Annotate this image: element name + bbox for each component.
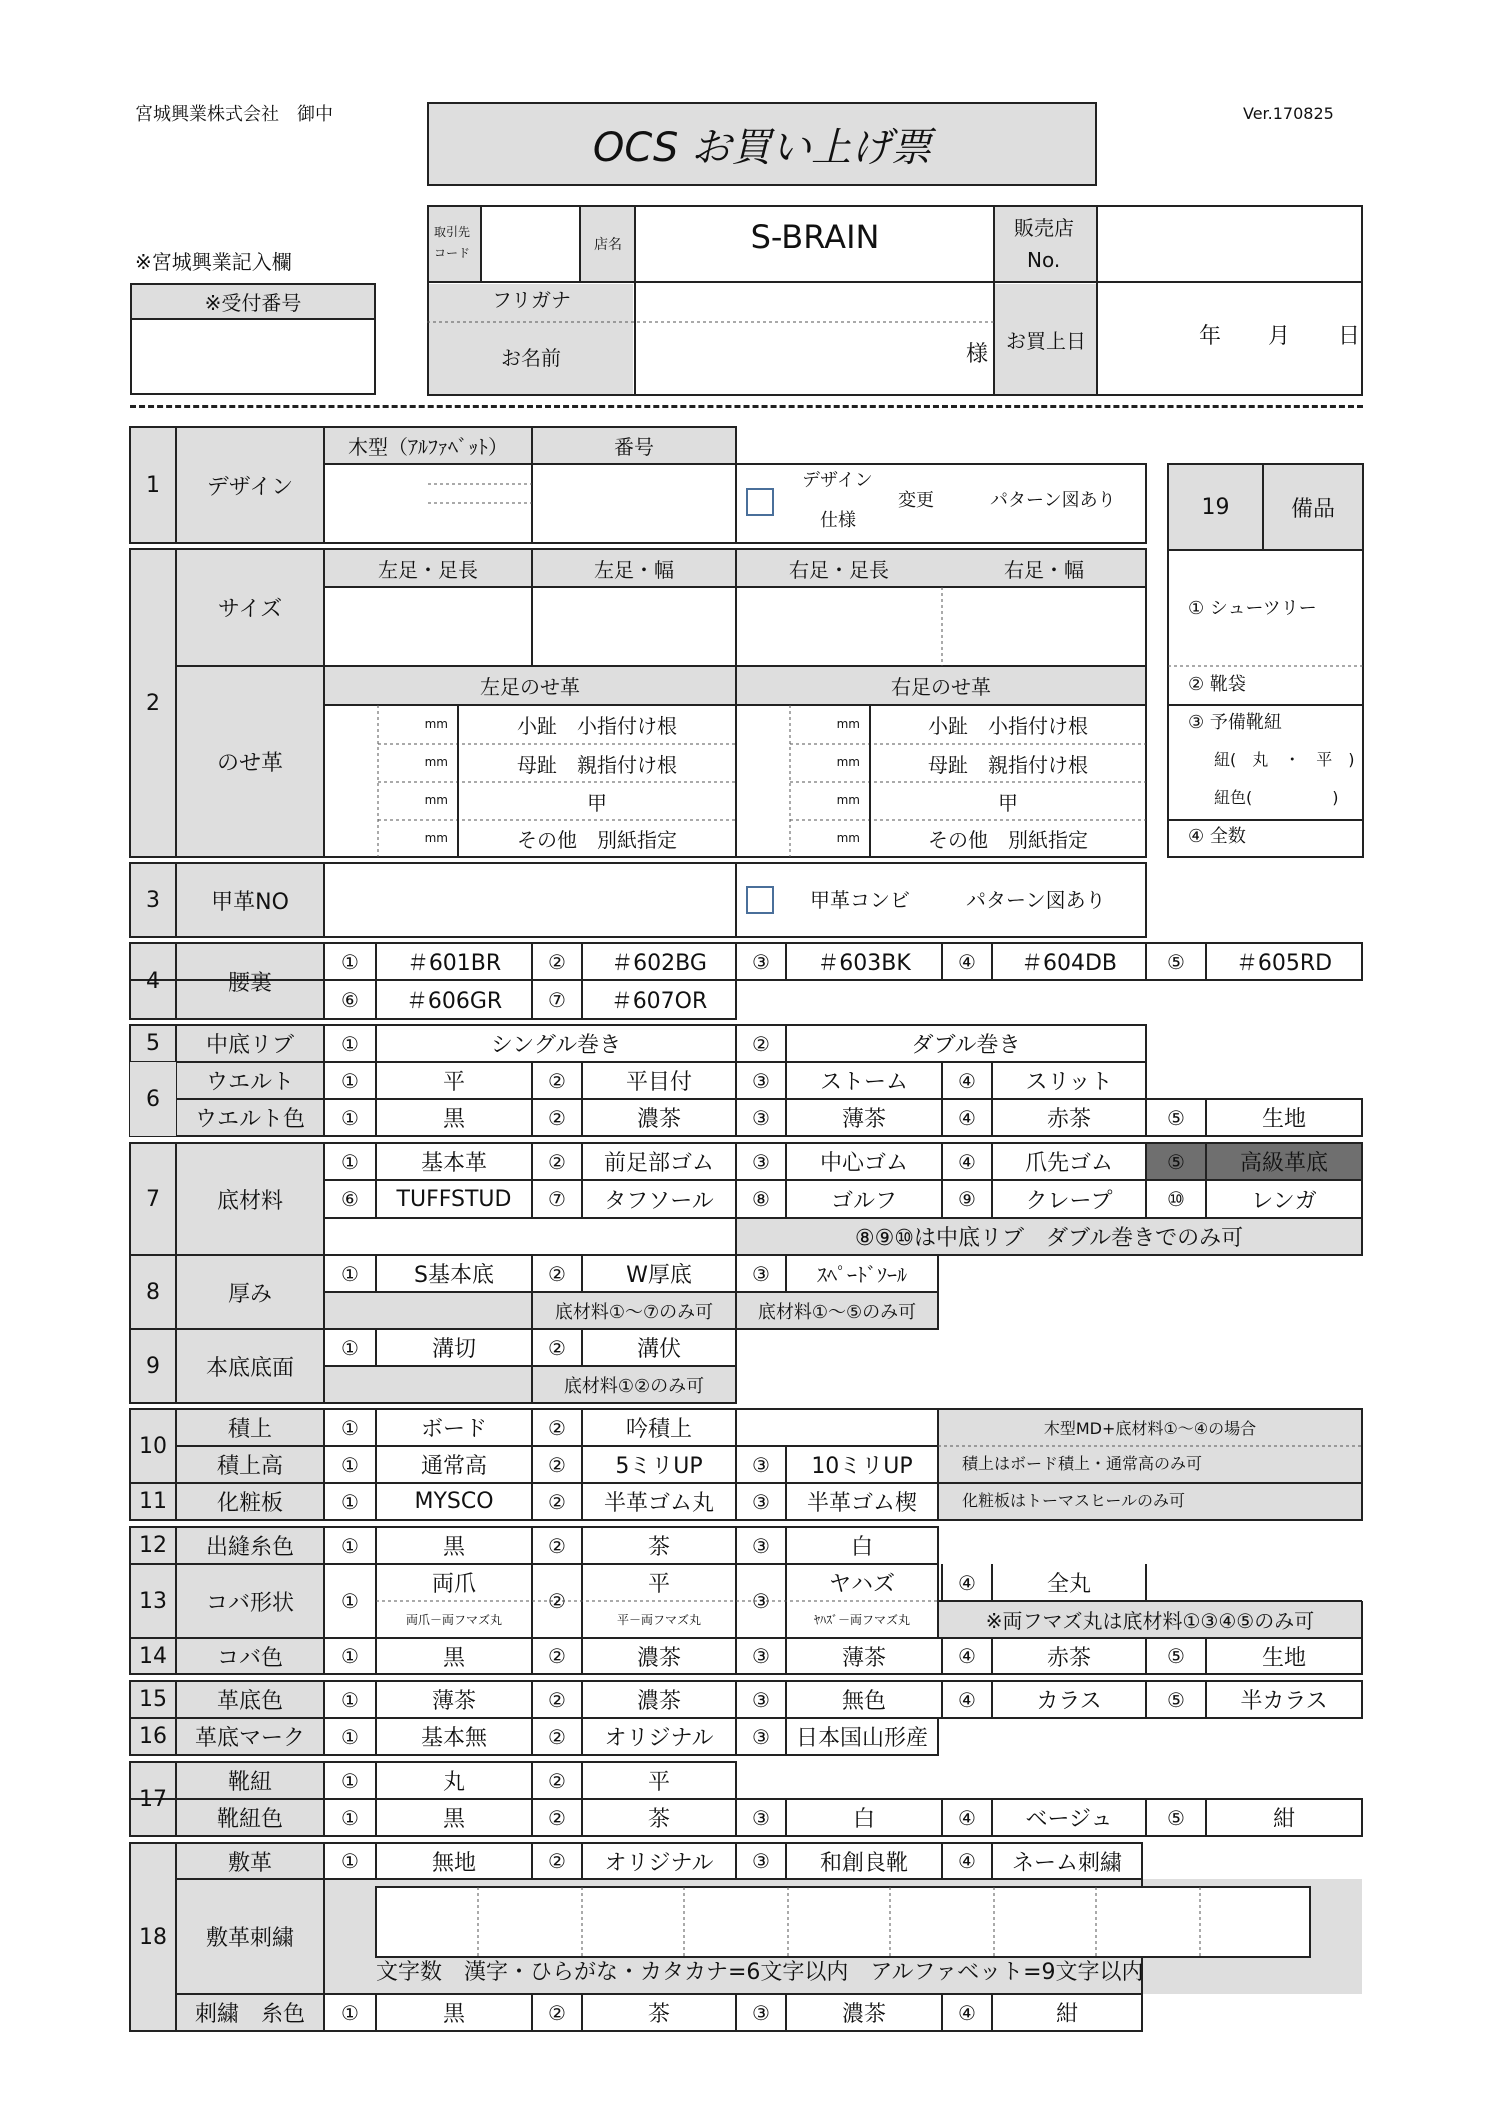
sole-opt-2-no: ② (548, 1149, 566, 1174)
edge-color-opt-5-no: ⑤ (1167, 1644, 1185, 1668)
welt-color-dark-brown[interactable]: 濃茶 (636, 1107, 681, 1132)
edge-shape-opt-1-no: ① (341, 1589, 359, 1613)
heel-lining-opt-5-no: ⑤ (1167, 949, 1185, 974)
shop-name[interactable]: S-BRAIN (750, 218, 880, 256)
equip-spare-laces[interactable]: ③ 予備靴紐 (1188, 712, 1282, 733)
edge-shape-ryozume-sub[interactable]: 両爪－両フマズ丸 (405, 1613, 502, 1627)
lace-color-beige[interactable]: ベージュ (1025, 1807, 1113, 1832)
row-11-label: 化粧板 (216, 1491, 283, 1516)
laces-label: 靴紐 (227, 1770, 272, 1795)
left-nose-pinky: 小趾 小指付け根 (517, 714, 677, 738)
insole-opt-4-no: ④ (958, 1849, 976, 1873)
receipt-no-label: ※受付番号 (132, 285, 374, 320)
row-13-label: コバ形状 (205, 1590, 294, 1616)
design-change-label-1: デザイン (802, 470, 873, 491)
insole-opt-2-no: ② (548, 1849, 566, 1873)
furigana-label: フリガナ (492, 288, 571, 312)
insole-rib-opt-2-no: ② (752, 1031, 770, 1056)
left-width-input[interactable] (534, 589, 734, 664)
heel-lining-opt-3-no: ③ (752, 949, 770, 974)
design-change-label-2: 仕様 (820, 510, 856, 531)
insole-rib-double[interactable]: ダブル巻き (911, 1033, 1021, 1058)
sole-opt-5-no: ⑤ (1167, 1149, 1185, 1174)
right-nose-title: 右足のせ革 (891, 675, 991, 699)
row-1-label: デザイン (206, 474, 294, 500)
left-mm-2: mm (424, 755, 448, 769)
insole-embroidery-label: 敷革刺繍 (205, 1926, 294, 1951)
sama-label: 様 (966, 342, 989, 367)
welt-color-black[interactable]: 黒 (442, 1107, 465, 1132)
design-change-label-3: 変更 (898, 490, 934, 511)
welt-opt-2-no: ② (548, 1068, 566, 1093)
stitch-color-opt-1-no: ① (341, 1533, 359, 1558)
thickness-note-1: 底材料①～⑦のみ可 (554, 1301, 714, 1323)
right-nose-bigtoe: 母趾 親指付け根 (928, 752, 1088, 777)
heel-lining-604db[interactable]: ＃604DB (1020, 951, 1118, 976)
sole-tough-sole[interactable]: タフソール (604, 1188, 714, 1214)
thread-brown[interactable]: 茶 (647, 2002, 670, 2027)
heel-height-10mm[interactable]: 10ミリUP (811, 1454, 913, 1479)
insole-opt-1-no: ① (341, 1849, 359, 1873)
row-14-label: コバ色 (216, 1645, 283, 1671)
welt-opt-4-no: ④ (958, 1068, 976, 1093)
row-7-label: 底材料 (216, 1188, 283, 1214)
lace-color-opt-4-no: ④ (958, 1805, 976, 1830)
edge-shape-opt-4-no: ④ (958, 1570, 976, 1595)
left-length-input[interactable] (326, 589, 530, 664)
edge-shape-yahazu[interactable]: ヤハズ (828, 1572, 895, 1597)
edge-color-natural[interactable]: 生地 (1261, 1645, 1306, 1671)
sole-opt-6-no: ⑥ (341, 1187, 359, 1211)
welt-slit[interactable]: スリット (1025, 1070, 1113, 1095)
dealer-label-1: 販売店 (1014, 216, 1074, 240)
thickness-w-thick[interactable]: W厚底 (626, 1263, 692, 1288)
lace-color-brown[interactable]: 茶 (647, 1807, 670, 1832)
row-16-label: 革底マーク (194, 1726, 305, 1751)
right-mm-4: mm (836, 831, 860, 845)
sole-brick[interactable]: レンガ (1251, 1188, 1317, 1214)
left-mm-4: mm (424, 831, 448, 845)
right-nose-other: その他 別紙指定 (928, 828, 1088, 852)
equip-lace-type[interactable]: 紐( 丸 ・ 平 ) (1214, 750, 1355, 769)
sole-color-none[interactable]: 無色 (841, 1689, 886, 1714)
heel-stack-opt-1-no: ① (341, 1415, 359, 1440)
welt-storm[interactable]: ストーム (819, 1070, 908, 1095)
date-day-label: 日 (1338, 324, 1361, 349)
row-5-number: 5 (146, 1031, 160, 1056)
sole-color-half-black[interactable]: 半カラス (1240, 1689, 1328, 1714)
laces-round[interactable]: 丸 (442, 1770, 465, 1795)
right-mm-2: mm (836, 755, 860, 769)
welt-color-light-brown[interactable]: 薄茶 (841, 1107, 886, 1132)
sole-mark-opt-1-no: ① (341, 1724, 359, 1749)
sole-color-light-brown[interactable]: 薄茶 (431, 1689, 476, 1714)
lace-color-opt-2-no: ② (548, 1805, 566, 1830)
lace-color-white[interactable]: 白 (852, 1807, 875, 1832)
sole-surface-channel[interactable]: 溝伏 (636, 1337, 681, 1362)
heel-lining-603bk[interactable]: ＃603BK (817, 951, 911, 976)
thickness-opt-2-no: ② (548, 1261, 566, 1286)
row-12-number: 12 (139, 1533, 167, 1558)
size-label: サイズ (217, 597, 283, 622)
sole-opt-1-no: ① (341, 1149, 359, 1174)
sole-color-black[interactable]: カラス (1036, 1689, 1102, 1714)
heel-height-normal[interactable]: 通常高 (420, 1454, 487, 1479)
row-12-label: 出縫糸色 (205, 1535, 294, 1560)
row-1-number: 1 (146, 472, 160, 498)
right-mm-3: mm (836, 793, 860, 807)
right-width-header: 右足・幅 (1004, 557, 1084, 582)
heel-height-opt-2-no: ② (548, 1452, 566, 1477)
heel-stack-leather[interactable]: 吟積上 (625, 1417, 692, 1442)
row-15-label: 革底色 (216, 1689, 283, 1714)
row-8-label: 厚み (227, 1281, 272, 1307)
edge-shape-flat-sub[interactable]: 平－両フマズ丸 (616, 1613, 701, 1627)
sole-opt-10-no: ⑩ (1167, 1187, 1185, 1211)
top-lift-opt-2-no: ② (548, 1489, 566, 1514)
thickness-opt-1-no: ① (341, 1261, 359, 1286)
right-nose-pinky: 小趾 小指付け根 (928, 714, 1088, 738)
top-lift-half-rubber-wedge[interactable]: 半革ゴム楔 (806, 1491, 917, 1516)
welt-color-opt-5-no: ⑤ (1167, 1105, 1185, 1130)
sole-mark-none[interactable]: 基本無 (420, 1726, 487, 1751)
sole-opt-9-no: ⑨ (958, 1187, 976, 1211)
thread-dark-brown[interactable]: 濃茶 (841, 2002, 886, 2027)
edge-shape-opt-2-no: ② (548, 1589, 566, 1613)
edge-color-dark-brown[interactable]: 濃茶 (636, 1645, 681, 1671)
sole-surface-note: 底材料①②のみ可 (563, 1375, 705, 1397)
welt-color-opt-3-no: ③ (752, 1105, 770, 1130)
insole-name-embroidery[interactable]: ネーム刺繍 (1011, 1850, 1122, 1876)
welt-color-red-brown[interactable]: 赤茶 (1046, 1107, 1091, 1132)
lace-color-opt-3-no: ③ (752, 1805, 770, 1830)
row-8-number: 8 (146, 1279, 160, 1305)
embroidery-thread-label: 刺繍 糸色 (194, 2002, 305, 2027)
heel-height-opt-1-no: ① (341, 1452, 359, 1477)
row-17-number: 17 (139, 1786, 167, 1812)
heel-height-opt-3-no: ③ (752, 1452, 770, 1477)
left-nose-bigtoe: 母趾 親指付け根 (517, 752, 677, 777)
insole-label: 敷革 (227, 1850, 272, 1876)
lace-color-label: 靴紐色 (216, 1807, 283, 1832)
upper-combo-label: 甲革コンビ (810, 888, 910, 912)
row-7-number: 7 (146, 1186, 160, 1212)
stitch-color-opt-3-no: ③ (752, 1533, 770, 1558)
edge-shape-note: ※両フマズ丸は底材料①③④⑤のみ可 (985, 1609, 1315, 1633)
edge-color-light-brown[interactable]: 薄茶 (841, 1645, 886, 1671)
heel-lining-opt-6-no: ⑥ (341, 987, 359, 1012)
sole-mark-opt-2-no: ② (548, 1724, 566, 1749)
heel-stack-board[interactable]: ボード (420, 1417, 487, 1442)
sole-golf[interactable]: ゴルフ (830, 1188, 897, 1214)
row-13-number: 13 (139, 1588, 167, 1614)
insole-plain[interactable]: 無地 (431, 1850, 476, 1876)
version-label: Ver.170825 (1243, 104, 1334, 123)
sole-color-dark-brown[interactable]: 濃茶 (636, 1689, 681, 1714)
heel-lining-607or[interactable]: ＃607OR (610, 989, 708, 1014)
heel-height-label: 積上高 (216, 1454, 283, 1479)
thread-opt-3-no: ③ (752, 2000, 770, 2025)
top-lift-mysco[interactable]: MYSCO (414, 1489, 494, 1514)
row-10-number: 10 (139, 1433, 167, 1459)
sole-opt-4-no: ④ (958, 1149, 976, 1174)
heel-lining-opt-1-no: ① (341, 949, 359, 974)
embroidery-text-input[interactable] (378, 1889, 1308, 1955)
laces-flat[interactable]: 平 (647, 1770, 670, 1795)
shop-label: 店名 (581, 207, 635, 281)
embroidery-char-note: 文字数 漢字・ひらがな・カタカナ=6文字以内 アルファベット=9文字以内 (376, 1960, 1144, 1985)
row-16-number: 16 (139, 1724, 167, 1749)
welt-color-opt-2-no: ② (548, 1105, 566, 1130)
insole-wasou[interactable]: 和創良靴 (819, 1850, 908, 1876)
design-last-input[interactable] (326, 466, 530, 541)
heel-lining-opt-2-no: ② (548, 949, 566, 974)
right-length-header: 右足・足長 (789, 557, 889, 582)
row-6-number: 6 (130, 1062, 176, 1136)
welt-opt-3-no: ③ (752, 1068, 770, 1093)
sole-tuffstud[interactable]: TUFFSTUD (396, 1186, 512, 1212)
sole-color-opt-2-no: ② (548, 1687, 566, 1712)
heel-stack-label: 積上 (227, 1417, 272, 1442)
edge-color-opt-4-no: ④ (958, 1644, 976, 1668)
row-19-label: 備品 (1290, 496, 1335, 522)
design-pattern-label: パターン図あり (990, 490, 1116, 511)
edge-color-opt-1-no: ① (341, 1644, 359, 1668)
sole-opt-3-no: ③ (752, 1149, 770, 1174)
heel-stack-opt-2-no: ② (548, 1415, 566, 1440)
sole-note: ⑧⑨⑩は中底リブ ダブル巻きでのみ可 (854, 1226, 1244, 1251)
left-nose-other: その他 別紙指定 (517, 828, 677, 852)
welt-color-opt-4-no: ④ (958, 1105, 976, 1130)
equip-shoe-bag[interactable]: ② 靴袋 (1188, 674, 1246, 695)
edge-shape-ryozume[interactable]: 両爪 (431, 1572, 476, 1597)
sole-color-opt-3-no: ③ (752, 1687, 770, 1712)
design-number-header: 番号 (614, 435, 654, 459)
sole-center-rubber[interactable]: 中心ゴム (819, 1151, 908, 1176)
thickness-opt-3-no: ③ (752, 1261, 770, 1286)
insole-opt-3-no: ③ (752, 1849, 770, 1873)
right-width-input[interactable] (944, 589, 1144, 664)
left-mm-3: mm (424, 793, 448, 807)
left-nose-instep: 甲 (587, 790, 607, 815)
laces-opt-2-no: ② (548, 1768, 566, 1793)
sole-color-opt-4-no: ④ (958, 1687, 976, 1712)
row-9-label: 本底底面 (205, 1355, 294, 1381)
sole-forefoot-rubber[interactable]: 前足部ゴム (603, 1151, 714, 1176)
welt-flat-stitched[interactable]: 平目付 (625, 1070, 692, 1095)
stitch-color-black[interactable]: 黒 (442, 1535, 465, 1560)
edge-color-opt-2-no: ② (548, 1644, 566, 1668)
stitch-color-brown[interactable]: 茶 (647, 1535, 670, 1560)
trade-code-label-2: コード (434, 246, 471, 260)
row-14-number: 14 (139, 1643, 167, 1669)
left-width-header: 左足・幅 (594, 557, 674, 582)
sole-opt-8-no: ⑧ (752, 1187, 770, 1211)
row-19-number: 19 (1201, 494, 1230, 520)
date-year-label: 年 (1199, 324, 1222, 349)
heel-lining-opt-7-no: ⑦ (548, 987, 566, 1012)
trade-code-label-1: 取引先 (434, 225, 471, 239)
upper-leather-no-input[interactable] (326, 865, 734, 935)
edge-shape-yahazu-sub[interactable]: ﾔﾊｽﾞ－両フマズ丸 (813, 1613, 910, 1627)
thread-black[interactable]: 黒 (442, 2002, 465, 2027)
sole-toe-rubber[interactable]: 爪先ゴム (1024, 1151, 1113, 1176)
lace-color-opt-5-no: ⑤ (1167, 1805, 1185, 1830)
row-3-label: 甲革NO (211, 889, 289, 915)
lace-color-opt-1-no: ① (341, 1805, 359, 1830)
thread-opt-1-no: ① (341, 2000, 359, 2025)
lace-color-black[interactable]: 黒 (442, 1807, 465, 1832)
edge-color-opt-3-no: ③ (752, 1644, 770, 1668)
equip-all[interactable]: ④ 全数 (1188, 826, 1246, 847)
row-5-label: 中底リブ (205, 1033, 294, 1058)
name-label: お名前 (501, 346, 561, 370)
sole-surface-opt-1-no: ① (341, 1335, 359, 1360)
thread-navy[interactable]: 紺 (1055, 2002, 1078, 2027)
top-lift-half-rubber-round[interactable]: 半革ゴム丸 (603, 1491, 714, 1516)
edge-color-red-brown[interactable]: 赤茶 (1046, 1645, 1091, 1671)
sole-surface-groove-cut[interactable]: 溝切 (431, 1337, 476, 1362)
miyagi-note: ※宮城興業記入欄 (135, 250, 292, 274)
edge-shape-full-round[interactable]: 全丸 (1046, 1572, 1091, 1597)
welt-color-opt-1-no: ① (341, 1105, 359, 1130)
welt-color-label: ウエルト色 (194, 1107, 305, 1132)
equip-lace-color[interactable]: 紐色( ) (1214, 788, 1339, 807)
insole-rib-opt-1-no: ① (341, 1031, 359, 1056)
date-month-label: 月 (1268, 324, 1291, 349)
lace-color-navy[interactable]: 紺 (1272, 1807, 1295, 1832)
sole-color-opt-5-no: ⑤ (1167, 1687, 1185, 1712)
thickness-spade-sole[interactable]: ｽﾍﾟｰﾄﾞｿｰﾙ (817, 1263, 907, 1287)
right-nose-instep: 甲 (998, 790, 1018, 815)
laces-opt-1-no: ① (341, 1768, 359, 1793)
row-11-number: 11 (139, 1489, 167, 1514)
insole-rib-single[interactable]: シングル巻き (490, 1033, 622, 1058)
row-4-label: 腰裏 (227, 970, 272, 996)
edge-color-black[interactable]: 黒 (442, 1645, 465, 1671)
left-nose-title: 左足のせ革 (480, 675, 580, 699)
dealer-label-2: No. (1027, 248, 1061, 272)
row-2-number: 2 (146, 690, 160, 716)
sole-mark-yamagata[interactable]: 日本国山形産 (795, 1726, 928, 1751)
left-mm-1: mm (424, 717, 448, 731)
heel-lining-opt-4-no: ④ (958, 949, 976, 974)
heel-lining-606gr[interactable]: ＃606GR (405, 989, 503, 1014)
sole-basic-leather[interactable]: 基本革 (420, 1151, 487, 1176)
right-mm-1: mm (836, 717, 860, 731)
thickness-s-basic[interactable]: S基本底 (414, 1263, 494, 1288)
sole-opt-7-no: ⑦ (548, 1187, 566, 1211)
left-length-header: 左足・足長 (378, 557, 478, 582)
purchase-date-label: お買上日 (995, 284, 1097, 394)
heel-note-2: 積上はボード積上・通常高のみ可 (962, 1454, 1203, 1473)
stitch-color-white[interactable]: 白 (850, 1535, 873, 1560)
heel-lining-601br[interactable]: ＃601BR (406, 951, 502, 976)
upper-pattern-label: パターン図あり (966, 888, 1106, 912)
heel-lining-602bg[interactable]: ＃602BG (611, 951, 707, 976)
nose-leather-label: のせ革 (216, 751, 283, 776)
edge-shape-flat[interactable]: 平 (647, 1572, 670, 1597)
heel-height-5mm[interactable]: 5ミリUP (615, 1454, 703, 1479)
top-lift-note: 化粧板はトーマスヒールのみ可 (962, 1491, 1186, 1510)
stitch-color-opt-2-no: ② (548, 1533, 566, 1558)
sole-premium-leather[interactable]: 高級革底 (1239, 1151, 1328, 1176)
design-change-checkbox[interactable] (746, 488, 774, 516)
row-9-number: 9 (146, 1353, 160, 1379)
page-title-text: OCS お買い上げ票 (592, 124, 932, 171)
sole-mark-opt-3-no: ③ (752, 1724, 770, 1749)
top-lift-opt-1-no: ① (341, 1489, 359, 1514)
row-15-number: 15 (139, 1687, 167, 1712)
equip-shoe-tree[interactable]: ① シューツリー (1188, 598, 1317, 619)
row-3-number: 3 (146, 887, 160, 913)
sole-color-opt-1-no: ① (341, 1687, 359, 1712)
top-lift-opt-3-no: ③ (752, 1489, 770, 1514)
heel-lining-605rd[interactable]: ＃605RD (1235, 951, 1333, 976)
sole-surface-opt-2-no: ② (548, 1335, 566, 1360)
welt-label: ウエルト (205, 1070, 294, 1095)
edge-shape-opt-3-no: ③ (752, 1589, 770, 1613)
welt-color-natural[interactable]: 生地 (1261, 1107, 1306, 1132)
welt-flat[interactable]: 平 (442, 1070, 465, 1095)
design-last-header: 木型（ｱﾙﾌｧﾍﾞｯﾄ） (348, 435, 508, 459)
upper-combo-checkbox[interactable] (746, 886, 774, 914)
thread-opt-2-no: ② (548, 2000, 566, 2025)
right-length-input[interactable] (738, 589, 940, 664)
row-18-number: 18 (139, 1924, 167, 1950)
sole-mark-original[interactable]: オリジナル (604, 1726, 714, 1751)
thread-opt-4-no: ④ (958, 2000, 976, 2025)
design-number-input[interactable] (534, 466, 734, 541)
sole-crepe[interactable]: クレープ (1025, 1188, 1113, 1214)
thickness-note-2: 底材料①～⑤のみ可 (757, 1301, 917, 1323)
heel-note-1: 木型MD+底材料①～④の場合 (1043, 1419, 1257, 1438)
welt-opt-1-no: ① (341, 1068, 359, 1093)
insole-original[interactable]: オリジナル (604, 1850, 714, 1876)
addressee: 宮城興業株式会社 御中 (135, 104, 333, 125)
row-4-number: 4 (146, 968, 160, 994)
